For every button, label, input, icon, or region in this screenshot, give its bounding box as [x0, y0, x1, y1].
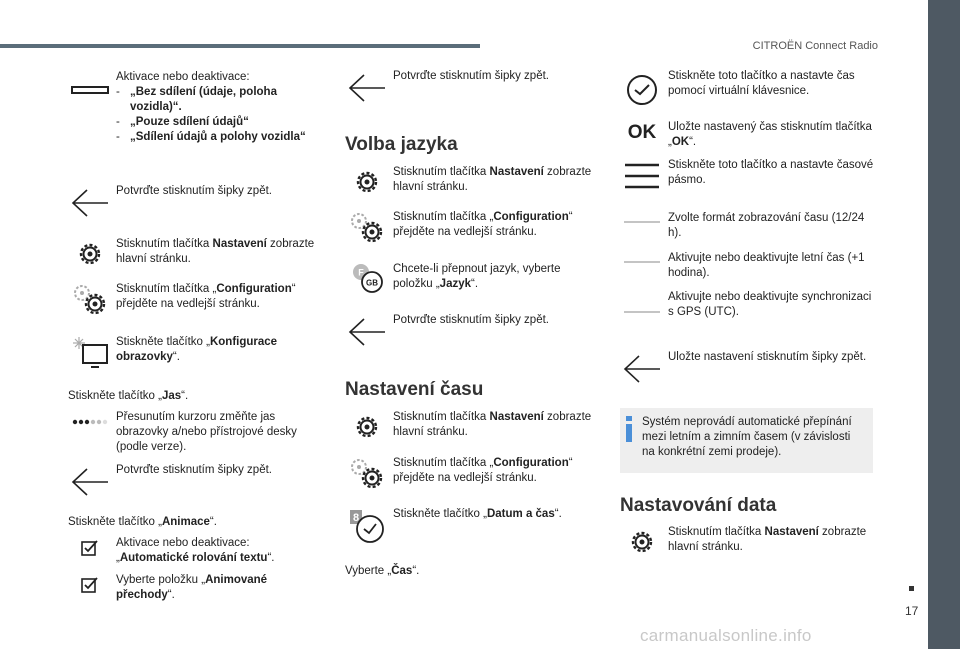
- row-configuration: [345, 456, 595, 492]
- row-date-time: [345, 507, 595, 545]
- ok-icon: [620, 120, 664, 147]
- row-text: Stiskněte tlačítko „Konfigurace obrazovky“.: [116, 336, 278, 363]
- row-configuration: [345, 210, 595, 246]
- clock-calendar-icon: [345, 507, 389, 545]
- row-confirm-back: [345, 69, 595, 103]
- gear-icon: [345, 165, 389, 196]
- configuration-gears-icon: [345, 456, 389, 492]
- header-brand: CITROËN Connect Radio: [752, 40, 878, 52]
- row-text: Stiskněte toto tlačítko a nastavte čas pomocí virtuální klávesnice.: [668, 70, 855, 97]
- row-text: Aktivace nebo deaktivace: „Automatické rolování textu“.: [116, 537, 275, 564]
- heading-time: Nastavení času: [345, 379, 484, 400]
- intro-text: Aktivace nebo deaktivace:: [116, 71, 250, 83]
- list-item: - „Pouze sdílení údajů“: [116, 115, 318, 130]
- language-flags-icon: [345, 262, 389, 294]
- row-text: Stiskněte tlačítko „Datum a čas“.: [393, 508, 562, 520]
- row-text: Potvrďte stisknutím šipky zpět.: [116, 464, 272, 476]
- row-sharing-toggle: [68, 70, 318, 145]
- back-arrow-icon: [620, 350, 664, 384]
- row-text: [112, 70, 318, 145]
- row-confirm-back: [620, 350, 875, 384]
- info-note-text: Systém neprovádí automatické přepínání mezi letním a zimním časem (v závislosti na konkrétní zemi prodeje).: [642, 416, 852, 458]
- heading-date: Nastavování data: [620, 495, 777, 516]
- row-timezone: [620, 158, 875, 190]
- gear-icon: [345, 410, 389, 441]
- configuration-gears-icon: [345, 210, 389, 246]
- row-text: Přesunutím kurzoru změňte jas obrazovky a/nebo přístrojové desky (podle verze).: [116, 411, 297, 453]
- row-gps-sync: [620, 290, 875, 320]
- screen-brightness-icon: [68, 335, 112, 371]
- ok-icon-label: OK: [627, 122, 657, 143]
- row-text: Stisknutím tlačítka Nastavení zobrazte hlavní stránku.: [393, 411, 592, 438]
- row-text: Stisknutím tlačítka Nastavení zobrazte hlavní stránku.: [668, 526, 867, 553]
- heading-language: Volba jazyka: [345, 134, 458, 155]
- checkbox-icon: [68, 573, 112, 594]
- row-text: Stisknutím tlačítka „Configuration“ přejděte na vedlejší stránku.: [116, 283, 296, 310]
- back-arrow-icon: [345, 313, 389, 347]
- toggle-line-icon: [620, 211, 664, 224]
- row-text: Potvrďte stisknutím šipky zpět.: [116, 185, 272, 197]
- page-number: 17: [905, 604, 919, 618]
- row-settings: [68, 237, 318, 268]
- row-text: Stisknutím tlačítka „Configuration“ přejděte na vedlejší stránku.: [393, 211, 573, 238]
- row-configuration: [68, 282, 318, 318]
- header-bar: [0, 44, 480, 48]
- gear-icon: [68, 237, 112, 268]
- list-item: - „Sdílení údajů a polohy vozidla“: [116, 130, 318, 145]
- calendar-badge: 8: [352, 512, 360, 524]
- configuration-gears-icon: [68, 282, 112, 318]
- row-text: Zvolte formát zobrazování času (12/24 h).: [668, 212, 865, 239]
- row-save-ok: [620, 120, 875, 150]
- row-brightness-slider: [68, 410, 318, 455]
- row-autoscroll: [68, 536, 318, 566]
- row-text: Stisknutím tlačítka Nastavení zobrazte hlavní stránku.: [393, 166, 592, 193]
- row-time-format: [620, 211, 875, 241]
- back-arrow-icon: [68, 463, 112, 497]
- flag-gb-label: GB: [366, 278, 378, 288]
- row-text: Stisknutím tlačítka Nastavení zobrazte hlavní stránku.: [116, 238, 315, 265]
- row-settings: [620, 525, 875, 556]
- row-text: Potvrďte stisknutím šipky zpět.: [393, 314, 549, 326]
- slider-dots-icon: [68, 410, 112, 426]
- row-text: Potvrďte stisknutím šipky zpět.: [393, 70, 549, 82]
- paragraph-time: Vyberte „Čas“.: [345, 565, 420, 577]
- row-settings: [345, 165, 595, 196]
- info-note: [620, 408, 873, 473]
- row-text: Aktivujte nebo deaktivujte letní čas (+1 hodina).: [668, 252, 865, 279]
- check-circle-icon: [620, 69, 664, 107]
- back-arrow-icon: [345, 69, 389, 103]
- checkbox-icon: [68, 536, 112, 557]
- row-summer-time: [620, 251, 875, 281]
- gear-icon: [620, 525, 664, 556]
- toggle-line-icon: [620, 251, 664, 264]
- list-item: - „Bez sdílení (údaje, poloha vozidla)“.: [116, 85, 318, 115]
- watermark: carmanualsonline.info: [640, 626, 812, 645]
- row-text: Uložte nastavený čas stisknutím tlačítka „OK“.: [668, 121, 872, 148]
- list-lines-icon: [620, 158, 664, 190]
- paragraph-animation: Stiskněte tlačítko „Animace“.: [68, 516, 217, 528]
- row-settings: [345, 410, 595, 441]
- row-confirm-back: [68, 184, 318, 218]
- side-strip: [928, 0, 960, 649]
- page-marker: [909, 586, 914, 591]
- row-text: Aktivujte nebo deaktivujte synchronizaci s GPS (UTC).: [668, 291, 872, 318]
- option-list: [116, 85, 318, 145]
- toggle-bar-icon: [68, 70, 112, 94]
- toggle-line-icon: [620, 290, 664, 314]
- info-icon: [624, 416, 634, 442]
- flag-f-label: F: [358, 267, 364, 278]
- row-confirm-back: [345, 313, 595, 347]
- row-confirm-back: [68, 463, 318, 497]
- back-arrow-icon: [68, 184, 112, 218]
- row-text: Uložte nastavení stisknutím šipky zpět.: [668, 351, 867, 363]
- row-screen-config: [68, 335, 318, 371]
- row-transitions: [68, 573, 318, 603]
- row-virtual-keyboard: [620, 69, 875, 107]
- row-text: Stiskněte toto tlačítko a nastavte časové pásmo.: [668, 159, 874, 186]
- row-text: Vyberte položku „Animované přechody“.: [116, 574, 268, 601]
- row-language: [345, 262, 595, 294]
- row-text: Stisknutím tlačítka „Configuration“ přejděte na vedlejší stránku.: [393, 457, 573, 484]
- paragraph-brightness: Stiskněte tlačítko „Jas“.: [68, 390, 189, 402]
- row-text: Chcete-li přepnout jazyk, vyberte položku „Jazyk“.: [393, 263, 561, 290]
